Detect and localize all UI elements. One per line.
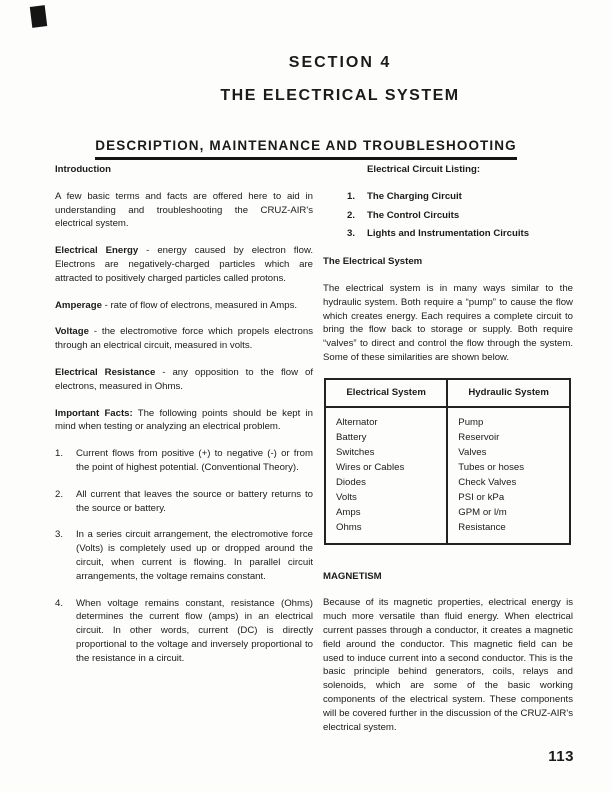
item-number: 3. — [55, 529, 64, 541]
circuit-listing-heading: Electrical Circuit Listing: — [367, 164, 481, 175]
comparison-table — [324, 378, 571, 545]
item-number: 4. — [55, 597, 64, 609]
page-heading: DESCRIPTION, MAINTENANCE AND TROUBLESHOOTING — [95, 138, 516, 160]
circuit-listing — [347, 190, 573, 241]
table-cell: Wires or Cables — [325, 460, 447, 475]
table-cell: Ohms — [325, 520, 447, 544]
item-text: In a series circuit arrangement, the electromotive force (Volts) is completely used up or dropped around the circuit, when current is flowing. In parallel circuit arrangements, the voltage remains constant. — [76, 529, 313, 582]
term-paragraph — [55, 299, 313, 313]
left-column — [55, 163, 313, 679]
table-row — [325, 520, 570, 544]
table-row — [325, 475, 570, 490]
electrical-system-paragraph — [323, 282, 573, 365]
numbered-item — [55, 447, 313, 475]
magnetism-text: Because of its magnetic properties, electrical energy is much more versatile than fluid energy. When electrical current passes through a conductor, it creates a magnetic field around the conductor. This magnetic field can be used to induce current into a second conductor. This is the basic principle behind generators, coils, relays and solenoids, which are some of the basic working components of the electrical system. These components will be covered further in the discussion of the CRUZ-AIR's electrical system. — [323, 597, 573, 733]
table-row — [325, 460, 570, 475]
term-paragraph — [55, 244, 313, 285]
table-cell: Resistance — [458, 521, 506, 533]
table-cell: Battery — [325, 430, 447, 445]
table-cell: Valves — [458, 446, 487, 458]
magnetism-heading: MAGNETISM — [323, 570, 382, 582]
table-row — [325, 490, 570, 505]
page-heading-wrap — [0, 137, 612, 160]
term-definition: - the electromotive force which propels electrons through an electrical circuit, measured in volts. — [55, 326, 313, 352]
item-text: The Charging Circuit — [367, 190, 462, 202]
table-cell: Volts — [325, 490, 447, 505]
numbered-item — [55, 528, 313, 583]
item-number: 1. — [347, 190, 356, 202]
item-text: The Control Circuits — [367, 209, 460, 221]
intro-paragraph — [55, 190, 313, 231]
item-text: All current that leaves the source or battery returns to the source or battery. — [76, 488, 313, 514]
numbered-item — [55, 597, 313, 666]
term-definition: - any opposition to the flow of electrons, measured in Ohms. — [55, 366, 313, 392]
item-text: Lights and Instrumentation Circuits — [367, 228, 530, 240]
term-name: Amperage — [55, 299, 102, 311]
table-cell: PSI or kPa — [458, 491, 505, 503]
right-column — [323, 163, 573, 747]
magnetism-paragraph — [323, 596, 573, 734]
circuit-list-item — [347, 190, 573, 204]
intro-heading: Introduction — [55, 164, 111, 175]
term-paragraph — [55, 366, 313, 394]
term-name: Electrical Energy — [55, 245, 139, 257]
table-row — [325, 505, 570, 520]
important-facts-paragraph — [55, 407, 313, 435]
term-name: Electrical Resistance — [55, 366, 156, 378]
intro-text: A few basic terms and facts are offered here to aid in understanding and troubleshooting the CRUZ-AIR's electrical system. — [55, 190, 313, 230]
term-name: Voltage — [55, 326, 89, 338]
table-header-cell: Electrical System — [325, 379, 447, 407]
table-cell: Amps — [325, 505, 447, 520]
table-cell: Reservoir — [458, 431, 500, 443]
table-cell: Tubes or hoses — [458, 461, 525, 473]
term-definition: - energy caused by electron flow. Electrons are negatively-charged particles which are attracted to positively charged particles called protons. — [55, 245, 314, 284]
term-definition: - rate of flow of electrons, measured in Amps. — [101, 299, 298, 311]
item-number: 2. — [347, 209, 356, 221]
table-row — [325, 430, 570, 445]
electrical-system-text: The electrical system is in many ways similar to the hydraulic system. Both require a “pump” to cause the flow which creates energy. Each requires a complete circuit to bring the flow back to storage or supply. Both require “valves” to direct and control the flow through the system. Some of these similarities are shown below. — [323, 282, 573, 363]
table-header-cell: Hydraulic System — [447, 379, 570, 407]
table-cell: Check Valves — [458, 476, 517, 488]
table-cell: GPM or l/m — [458, 506, 507, 518]
table-cell: Diodes — [325, 475, 447, 490]
circuit-list-item — [347, 227, 573, 241]
table-cell: Switches — [325, 445, 447, 460]
section-title-block — [0, 54, 612, 105]
important-facts-label: Important Facts: — [55, 407, 133, 419]
important-facts-text: The following points should be kept in mind when testing or analyzing an electrical problem. — [55, 407, 313, 433]
item-text: When voltage remains constant, resistance (Ohms) determines the current flow (amps) in an electrical circuit. In other words, current (DC) is directly proportional to the voltage and inversely proportional to the resistance in a circuit. — [76, 597, 313, 664]
term-paragraph — [55, 325, 313, 353]
page-number: 113 — [548, 748, 574, 765]
table-row — [325, 445, 570, 460]
circuit-list-item — [347, 209, 573, 223]
item-number: 1. — [55, 448, 64, 460]
section-name: THE ELECTRICAL SYSTEM — [220, 87, 460, 104]
item-number: 3. — [347, 228, 356, 240]
item-number: 2. — [55, 488, 64, 500]
table-cell: Alternator — [325, 407, 447, 430]
table-cell: Pump — [458, 416, 484, 428]
numbered-item — [55, 488, 313, 516]
item-text: Current flows from positive (+) to negative (-) or from the point of highest potential. (Conventional Theory). — [76, 448, 313, 473]
table-row — [325, 407, 570, 430]
section-number: SECTION 4 — [288, 54, 392, 71]
electrical-system-heading: The Electrical System — [323, 256, 423, 268]
scan-artifact-mark — [30, 5, 47, 28]
table-header-row — [325, 379, 570, 407]
